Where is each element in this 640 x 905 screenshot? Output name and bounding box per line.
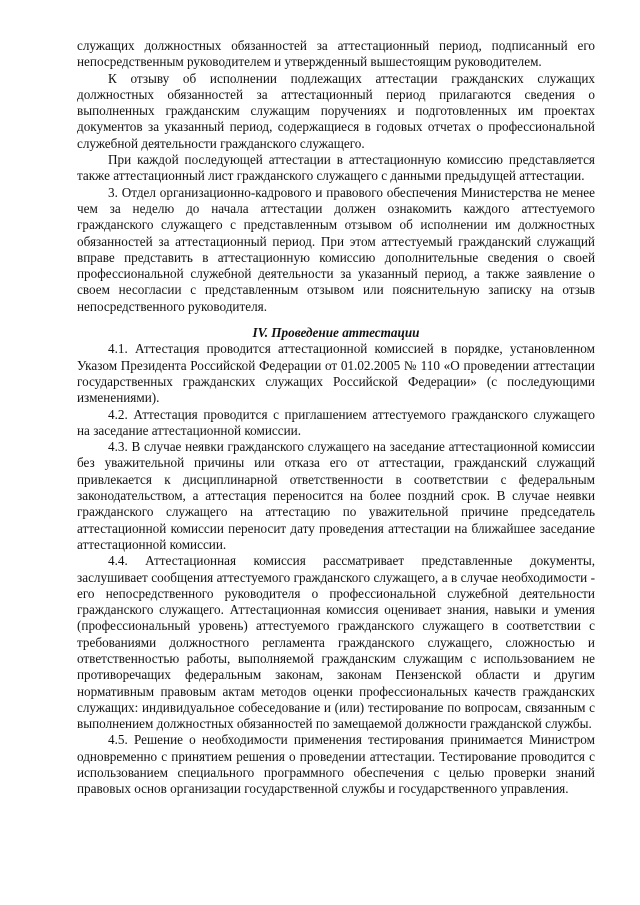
paragraph-previous-attestation: При каждой последующей аттестации в аттестационную комиссию представляется также аттестационный лист гражданского служащего с данными предыдущей аттестации.	[77, 152, 595, 184]
paragraph-item-4-5: 4.5. Решение о необходимости применения тестирования принимается Министром одновременно с принятием решения о проведении аттестации. Тестирование проводится с использованием специального программного обеспечения с целью проверки знаний правовых основ организации государственной службы и государственного управления.	[77, 732, 595, 797]
document-page	[77, 38, 595, 798]
paragraph-item-4-3: 4.3. В случае неявки гражданского служащего на заседание аттестационной комиссии без уважительной причины или отказа его от аттестации, гражданский служащий привлекается к дисциплинарной ответственности в соответствии с федеральным законодательством, а аттестация переносится на более поздний срок. В случае неявки гражданского служащего на аттестацию по уважительной причине председатель аттестационной комиссии переносит дату проведения аттестации на ближайшее заседание аттестационной комиссии.	[77, 439, 595, 552]
section-title: IV. Проведение аттестации	[252, 325, 420, 341]
paragraph-attachments: К отзыву об исполнении подлежащих аттестации гражданских служащих должностных обязанностей за аттестационный период прилагаются сведения о выполненных гражданским служащим поручениях и подготовленных им проектах документов за указанный период, содержащиеся в годовых отчетах о профессиональной служебной деятельности гражданского служащего.	[77, 70, 595, 151]
paragraph-item-4-1: 4.1. Аттестация проводится аттестационной комиссией в порядке, установленном Указом Президента Российской Федерации от 01.02.2005 № 110 «О проведении аттестации государственных гражданских служащих Российской Федерации» (с последующими изменениями).	[77, 341, 595, 406]
paragraph-item-4-2: 4.2. Аттестация проводится с приглашением аттестуемого гражданского служащего на заседание аттестационной комиссии.	[77, 406, 595, 438]
paragraph-continuation: служащих должностных обязанностей за аттестационный период, подписанный его непосредственным руководителем и утвержденный вышестоящим руководителем.	[77, 38, 595, 70]
paragraph-item-4-4: 4.4. Аттестационная комиссия рассматривает представленные документы, заслушивает сообщения аттестуемого гражданского служащего, а в случае необходимости - его непосредственного руководителя о профессиональной служебной деятельности гражданского служащего. Аттестационная комиссия оценивает знания, навыки и умения (профессиональный уровень) аттестуемого гражданского служащего в соответствии с требованиями должностного регламента гражданского служащего, сложностью и ответственностью работы, выполняемой гражданским служащим с использованием не противоречащих федеральным законам, законам Пензенской области и другим нормативным правовым актам методов оценки профессиональных качеств гражданских служащих: индивидуальное собеседование и (или) тестирование по вопросам, связанным с выполнением должностных обязанностей по замещаемой должности гражданской службы.	[77, 553, 595, 732]
paragraph-item-3: 3. Отдел организационно-кадрового и правового обеспечения Министерства не менее чем за неделю до начала аттестации должен ознакомить каждого аттестуемого гражданского служащего с представленным отзывом об исполнении им должностных обязанностей за аттестационный период. При этом аттестуемый гражданский служащий вправе представить в аттестационную комиссию дополнительные сведения о своей профессиональной служебной деятельности за указанный период, а также заявление о своем несогласии с представленным отзывом или пояснительную записку на отзыв непосредственного руководителя.	[77, 184, 595, 314]
